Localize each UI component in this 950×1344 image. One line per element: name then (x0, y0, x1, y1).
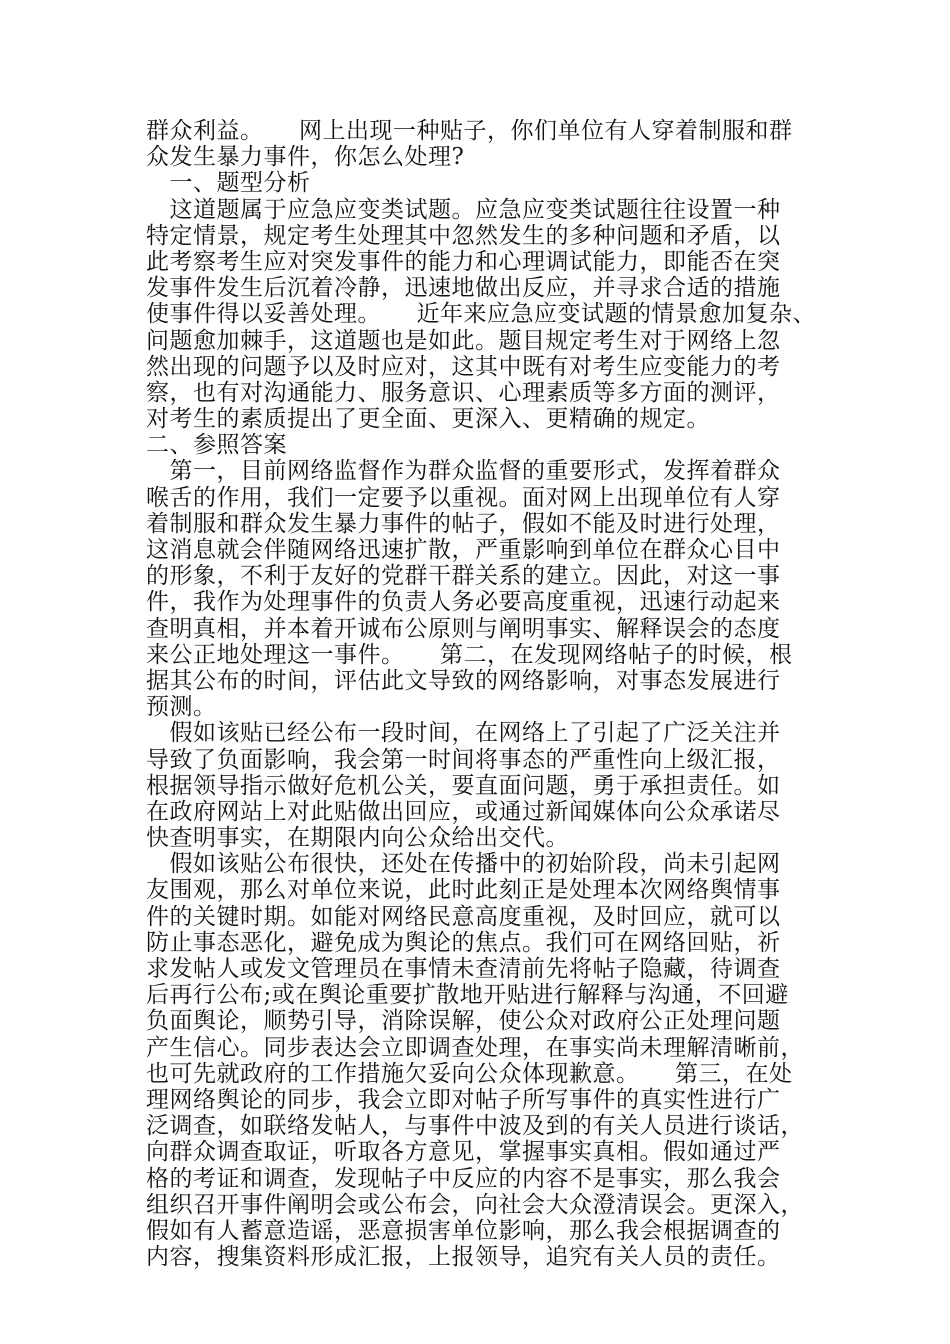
text-line: 发事件发生后沉着冷静，迅速地做出反应，并寻求合适的措施 (146, 275, 781, 302)
section-heading: 二、参照答案 (146, 432, 287, 459)
text-line: 预测。 (146, 694, 217, 721)
text-line: 件的关键时期。如能对网络民意高度重视，及时回应，就可以 (146, 903, 781, 930)
text-line: 向群众调查取证，听取各方意见，掌握事实真相。假如通过严 (146, 1139, 781, 1166)
text-line: 理网络舆论的同步，我会立即对帖子所写事件的真实性进行广 (146, 1086, 781, 1113)
text-line: 对考生的素质提出了更全面、更深入、更精确的规定。 (146, 406, 710, 433)
text-line: 防止事态恶化，避免成为舆论的焦点。我们可在网络回贴，祈 (146, 929, 781, 956)
text-line: 的形象，不利于友好的党群干群关系的建立。因此，对这一事 (146, 563, 781, 590)
text-line: 在政府网站上对此贴做出回应，或通过新闻媒体向公众承诺尽 (146, 798, 781, 825)
text-line: 假如该贴公布很快，还处在传播中的初始阶段，尚未引起网 (146, 851, 781, 878)
text-line: 也可先就政府的工作措施欠妥向公众体现歉意。 第三，在处 (146, 1060, 793, 1087)
text-line: 负面舆论，顺势引导，消除误解，使公众对政府公正处理问题 (146, 1008, 781, 1035)
text-line: 导致了负面影响，我会第一时间将事态的严重性向上级汇报， (146, 746, 781, 773)
text-line: 据其公布的时间，评估此文导致的网络影响，对事态发展进行 (146, 667, 781, 694)
text-line: 察，也有对沟通能力、服务意识、心理素质等多方面的测评， (146, 379, 781, 406)
text-line: 使事件得以妥善处理。 近年来应急应变试题的情景愈加复杂、 (146, 301, 816, 328)
text-line: 后再行公布;或在舆论重要扩散地开贴进行解释与沟通，不回避 (146, 982, 789, 1009)
text-line: 此考察考生应对突发事件的能力和心理调试能力，即能否在突 (146, 248, 781, 275)
text-line: 特定情景，规定考生处理其中忽然发生的多种问题和矛盾，以 (146, 222, 781, 249)
text-line: 快查明事实，在期限内向公众给出交代。 (146, 825, 569, 852)
text-line: 这消息就会伴随网络迅速扩散，严重影响到单位在群众心目中 (146, 537, 781, 563)
text-line: 着制服和群众发生暴力事件的帖子，假如不能及时进行处理， (146, 510, 781, 537)
text-line: 格的考证和调查，发现帖子中反应的内容不是事实，那么我会 (146, 1165, 781, 1192)
document-page (146, 118, 818, 1270)
text-line: 内容，搜集资料形成汇报，上报领导，追究有关人员的责任。 (146, 1244, 781, 1271)
text-line: 这道题属于应急应变类试题。应急应变类试题往往设置一种 (146, 196, 781, 223)
text-line: 众发生暴力事件，你怎么处理? (146, 144, 465, 171)
text-line: 组织召开事件阐明会或公布会，向社会大众澄清误会。更深入， (146, 1191, 804, 1218)
text-line: 问题愈加棘手，这道题也是如此。题目规定考生对于网络上忽 (146, 327, 781, 354)
text-line: 来公正地处理这一事件。 第二，在发现网络帖子的时候，根 (146, 641, 793, 668)
text-line: 友围观，那么对单位来说，此时此刻正是处理本次网络舆情事 (146, 877, 781, 904)
text-line: 件，我作为处理事件的负责人务必要高度重视，迅速行动起来 (146, 589, 781, 616)
text-line: 根据领导指示做好危机公关，要直面问题，勇于承担责任。如 (146, 772, 781, 799)
text-line: 喉舌的作用，我们一定要予以重视。面对网上出现单位有人穿 (146, 484, 781, 511)
section-heading: 一、题型分析 (146, 170, 311, 197)
text-line: 假如有人蓄意造谣，恶意损害单位影响，那么我会根据调查的 (146, 1217, 781, 1244)
text-line: 查明真相，并本着开诚布公原则与阐明事实、解释误会的态度 (146, 615, 781, 642)
text-line: 第一，目前网络监督作为群众监督的重要形式，发挥着群众 (146, 458, 781, 485)
text-line: 泛调查，如联络发帖人，与事件中波及到的有关人员进行谈话， (146, 1113, 804, 1140)
text-line: 然出现的问题予以及时应对，这其中既有对考生应变能力的考 (146, 353, 781, 380)
text-line: 求发帖人或发文管理员在事情未查清前先将帖子隐藏，待调查 (146, 956, 781, 982)
text-line: 假如该贴已经公布一段时间，在网络上了引起了广泛关注并 (146, 720, 781, 747)
text-line: 产生信心。同步表达会立即调查处理，在事实尚未理解清晰前， (146, 1034, 804, 1061)
text-line: 群众利益。 网上出现一种贴子，你们单位有人穿着制服和群 (146, 118, 793, 144)
